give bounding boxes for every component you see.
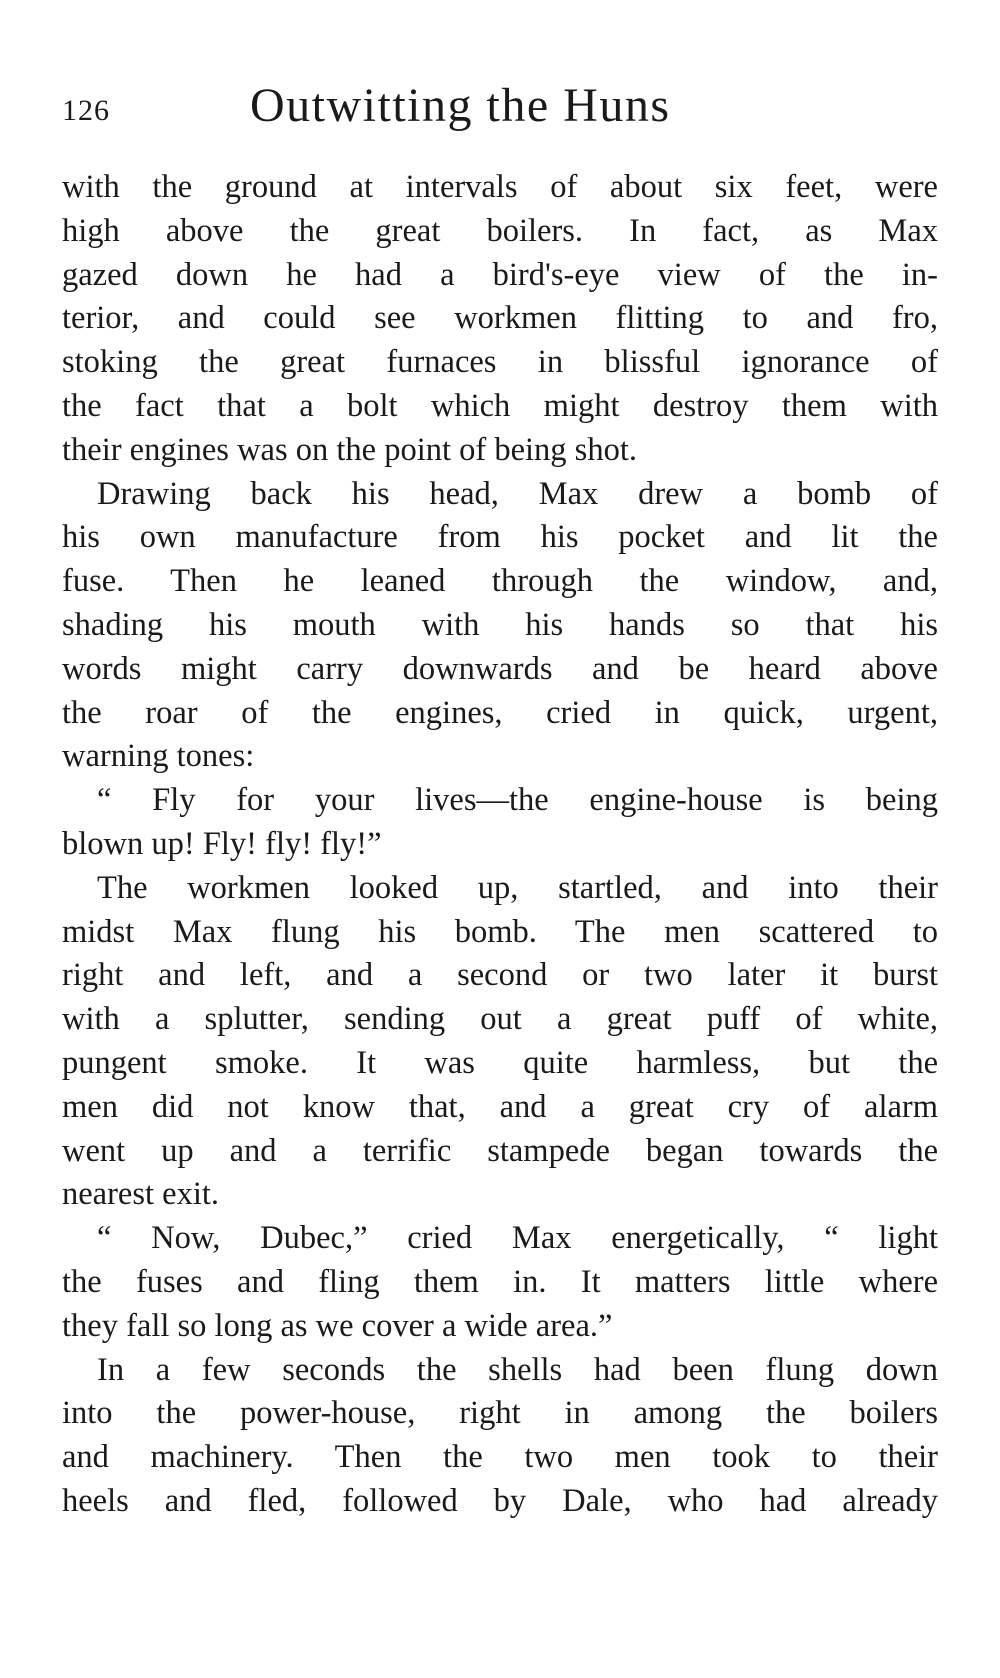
text-line: into the power-house, right in among the boilers bbox=[62, 1395, 938, 1432]
text-line: the fuses and fling them in. It matters little where bbox=[62, 1263, 938, 1300]
text-line: their engines was on the point of being shot. bbox=[62, 431, 637, 468]
paragraph bbox=[62, 867, 938, 1217]
text-line: high above the great boilers. In fact, as Max bbox=[62, 212, 938, 249]
paragraph bbox=[62, 779, 938, 867]
text-line: terior, and could see workmen flitting to and fro, bbox=[62, 300, 938, 337]
paragraph bbox=[62, 166, 938, 473]
text-line: words might carry downwards and be heard above bbox=[62, 650, 938, 687]
text-line: stoking the great furnaces in blissful ignorance of bbox=[62, 344, 938, 381]
text-line: fuse. Then he leaned through the window, and, bbox=[62, 563, 938, 600]
text-line: shading his mouth with his hands so that his bbox=[62, 606, 938, 643]
text-line: gazed down he had a bird's-eye view of the in- bbox=[62, 256, 938, 293]
text-line: with a splutter, sending out a great puff of white, bbox=[62, 1001, 938, 1038]
text-line: In a few seconds the shells had been flung down bbox=[97, 1351, 938, 1388]
text-line: the fact that a bolt which might destroy them with bbox=[62, 387, 938, 424]
text-line: warning tones: bbox=[62, 738, 255, 775]
text-line: the roar of the engines, cried in quick, urgent, bbox=[62, 694, 938, 731]
text-line: The workmen looked up, startled, and into their bbox=[97, 869, 938, 906]
paragraph bbox=[62, 1217, 938, 1348]
text-line: men did not know that, and a great cry of alarm bbox=[62, 1088, 938, 1125]
text-line: heels and fled, followed by Dale, who had already bbox=[62, 1482, 938, 1519]
text-line: they fall so long as we cover a wide area.” bbox=[62, 1307, 613, 1344]
text-line: went up and a terrific stampede began towards the bbox=[62, 1132, 938, 1169]
text-line: with the ground at intervals of about six feet, were bbox=[62, 169, 938, 205]
text-line: Drawing back his head, Max drew a bomb of bbox=[97, 475, 938, 512]
running-head bbox=[62, 78, 938, 138]
text-line: pungent smoke. It was quite harmless, but the bbox=[62, 1044, 938, 1081]
text-line: right and left, and a second or two later it burst bbox=[62, 957, 938, 994]
paragraph bbox=[62, 473, 938, 780]
paragraph bbox=[62, 1349, 938, 1524]
text-line: midst Max flung his bomb. The men scattered to bbox=[62, 913, 938, 950]
running-title: Outwitting the Huns bbox=[250, 79, 671, 132]
page-number: 126 bbox=[62, 94, 110, 127]
text-line: nearest exit. bbox=[62, 1176, 220, 1213]
text-line: his own manufacture from his pocket and lit the bbox=[62, 519, 938, 556]
text-line: “ Now, Dubec,” cried Max energetically, “ light bbox=[97, 1220, 938, 1257]
text-line: “ Fly for your lives—the engine-house is being bbox=[97, 782, 938, 819]
text-line: blown up! Fly! fly! fly!” bbox=[62, 825, 382, 862]
body-text bbox=[62, 166, 938, 1524]
text-line: and machinery. Then the two men took to their bbox=[62, 1439, 938, 1476]
